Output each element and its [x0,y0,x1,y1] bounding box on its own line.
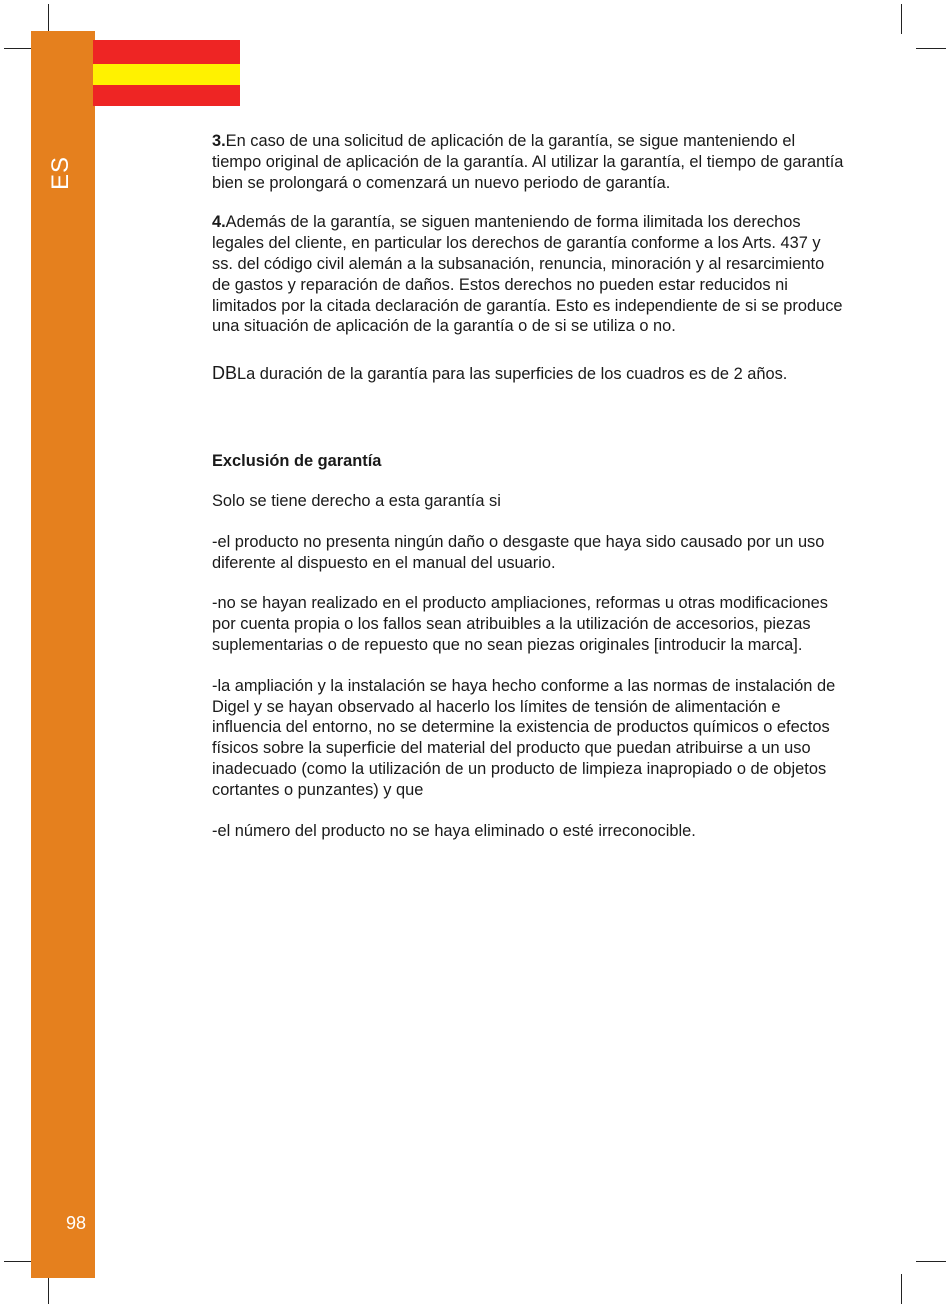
flag-stripe-red-bottom [93,85,240,106]
crop-mark-bottom-left-horizontal [4,1261,34,1262]
flag-stripe-yellow [93,64,240,85]
section-intro: Solo se tiene derecho a esta garantía si [212,491,501,510]
paragraph-prefix: DB [212,363,238,384]
exclusion-condition: -el producto no presenta ningún daño o desgaste que haya sido causado por un uso diferente al dispuesto en el manual del usuario. [212,532,825,572]
exclusion-condition: -el número del producto no se haya eliminado o esté irreconocible. [212,821,696,840]
section-heading: Exclusión de garantía [212,452,382,471]
crop-mark-top-left-vertical [48,4,49,34]
crop-mark-bottom-left-vertical [48,1274,49,1304]
language-code: ES [47,155,74,191]
paragraph-3 [212,131,844,193]
spain-flag-icon [93,40,240,106]
crop-mark-bottom-right-vertical [901,1274,902,1304]
paragraph-number: 4. [212,213,226,232]
paragraph-text: En caso de una solicitud de aplicación de la garantía, se sigue manteniendo el tiempo original de aplicación de la garantía. Al utilizar la garantía, el tiempo de garantía bien se prolongará o comenzará un nuevo periodo de garantía. [212,132,844,192]
paragraph-number: 3. [212,132,226,150]
paragraph-text: La duración de la garantía para las superficies de los cuadros es de 2 años. [237,365,788,384]
document-body [212,131,844,861]
crop-mark-top-left-horizontal [4,48,34,49]
paragraph-4 [212,212,844,337]
crop-mark-top-right-horizontal [916,48,946,49]
exclusion-condition: -la ampliación y la instalación se haya hecho conforme a las normas de instalación de Digel y se hayan observado al hacerlo los límites de tensión de alimentación e influencia del entorno, no se determine la existencia de productos químicos o efectos físicos sobre la superficie del material del producto que puedan atribuirse a un uso inadecuado (como la utilización de un producto de limpieza inapropiado o de objetos cortantes o punzantes) y que [212,676,836,799]
paragraph-duration [212,361,844,386]
flag-stripe-red-top [93,40,240,64]
paragraph-text: Además de la garantía, se siguen manteniendo de forma ilimitada los derechos legales del cliente, en particular los derechos de garantía conforme a los Arts. 437 y ss. del código civil alemán a la subsanación, renuncia, minoración y al resarcimiento de gastos y reparación de daños. Estos derechos no pueden estar reducidos ni limitados por la citada declaración de garantía. Esto es independiente de si se produce una situación de aplicación de la garantía o de si se utiliza o no. [212,213,843,336]
crop-mark-bottom-right-horizontal [916,1261,946,1262]
language-sidebar [31,31,95,1278]
crop-mark-top-right-vertical [901,4,902,34]
page-number: 98 [66,1213,87,1233]
exclusion-condition: -no se hayan realizado en el producto ampliaciones, reformas u otras modificaciones por cuenta propia o los fallos sean atribuibles a la utilización de accesorios, piezas suplementarias o de repuesto que no sean piezas originales [introducir la marca]. [212,594,828,654]
